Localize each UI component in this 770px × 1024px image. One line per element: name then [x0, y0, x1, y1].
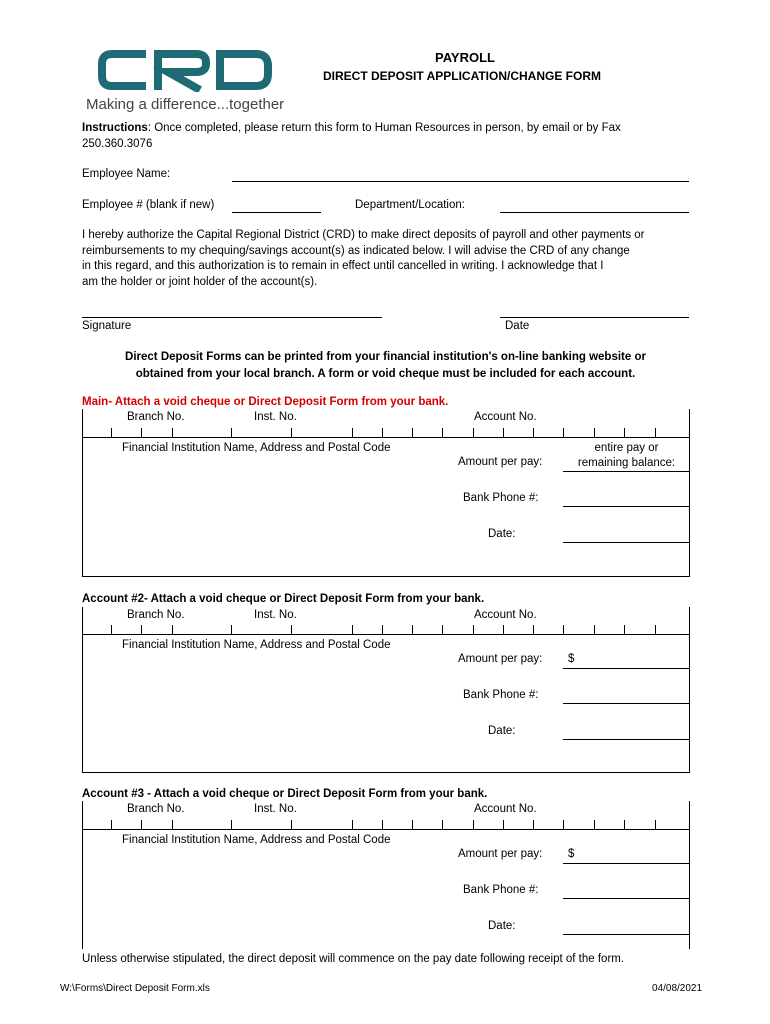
- bank-phone-label: Bank Phone #:: [463, 884, 539, 896]
- digit-tick: [382, 820, 383, 829]
- account-label: Account No.: [474, 411, 537, 423]
- digit-tick: [563, 625, 564, 634]
- digit-tick: [172, 625, 173, 634]
- account-box: [82, 801, 690, 949]
- instructions: [82, 122, 702, 134]
- account-box: [82, 409, 690, 577]
- amount-label: Amount per pay:: [458, 456, 543, 468]
- digit-tick: [291, 625, 292, 634]
- digit-tick: [172, 428, 173, 437]
- authorization-line: in this regard, and this authorization is to remain in effect until cancelled in writing. I acknowledge that I: [82, 260, 604, 272]
- employee-number-label: Employee # (blank if new): [82, 199, 215, 211]
- date-label: Date: [505, 320, 530, 332]
- inst-label: Inst. No.: [254, 609, 297, 621]
- digit-tick: [412, 428, 413, 437]
- file-path: W:\Forms\Direct Deposit Form.xls: [60, 983, 210, 994]
- digit-tick: [352, 820, 353, 829]
- bank-phone-label: Bank Phone #:: [463, 492, 539, 504]
- digit-tick: [382, 428, 383, 437]
- digit-tick: [111, 428, 112, 437]
- bank-phone-field[interactable]: [563, 506, 690, 507]
- notice-line: obtained from your local branch. A form or void cheque must be included for each account.: [135, 368, 636, 380]
- footer-date: 04/08/2021: [652, 983, 703, 994]
- account-date-field[interactable]: [563, 542, 690, 543]
- account-date-label: Date:: [488, 528, 516, 540]
- digit-tick: [442, 625, 443, 634]
- digit-tick: [473, 428, 474, 437]
- digit-tick: [624, 428, 625, 437]
- authorization-line: am the holder or joint holder of the account(s).: [82, 275, 318, 288]
- digit-tick: [655, 625, 656, 634]
- amount-field[interactable]: [563, 863, 690, 864]
- digit-tick: [503, 625, 504, 634]
- account-heading: Main- Attach a void cheque or Direct Deposit Form from your bank.: [82, 396, 449, 408]
- branch-label: Branch No.: [127, 609, 185, 621]
- digit-tick: [594, 625, 595, 634]
- instructions-text: : Once completed, please return this form to Human Resources in person, by email or by Fax: [147, 122, 621, 134]
- inst-label: Inst. No.: [254, 411, 297, 423]
- digit-tick: [412, 625, 413, 634]
- notice: [82, 349, 689, 383]
- authorization-line: reimbursements to my chequing/savings account(s) as indicated below. I will advise the CRD of any change: [82, 244, 630, 257]
- instructions-label: Instructions: [82, 122, 148, 134]
- department-field[interactable]: [500, 212, 689, 213]
- department-label: Department/Location:: [355, 199, 465, 211]
- account-label: Account No.: [474, 803, 537, 815]
- bank-phone-label: Bank Phone #:: [463, 689, 539, 701]
- digit-tick: [624, 820, 625, 829]
- amount-option: [565, 441, 688, 471]
- digit-row-line: [82, 437, 690, 438]
- digit-tick: [231, 625, 232, 634]
- signature-label: Signature: [82, 320, 132, 332]
- digit-tick: [473, 625, 474, 634]
- digit-tick: [442, 820, 443, 829]
- inst-label: Inst. No.: [254, 803, 297, 815]
- authorization-line: I hereby authorize the Capital Regional District (CRD) to make direct deposits of payroll and other payments or: [82, 229, 645, 241]
- digit-tick: [412, 820, 413, 829]
- account-box: [82, 607, 690, 773]
- signature-field[interactable]: [82, 317, 382, 318]
- digit-tick: [503, 820, 504, 829]
- digit-tick: [111, 625, 112, 634]
- digit-tick: [141, 625, 142, 634]
- digit-tick: [503, 428, 504, 437]
- amount-value: $: [568, 653, 575, 665]
- account-heading: Account #3 - Attach a void cheque or Direct Deposit Form from your bank.: [82, 788, 488, 800]
- crd-logo: [96, 48, 274, 92]
- digit-tick: [111, 820, 112, 829]
- employee-name-label: Employee Name:: [82, 168, 171, 180]
- date-field[interactable]: [500, 317, 689, 318]
- divider: [82, 409, 83, 577]
- amount-option-line: remaining balance:: [577, 457, 676, 469]
- digit-tick: [624, 625, 625, 634]
- digit-tick: [594, 428, 595, 437]
- account-date-field[interactable]: [563, 739, 690, 740]
- amount-field[interactable]: [563, 471, 690, 472]
- digit-tick: [563, 820, 564, 829]
- amount-option-line: entire pay or: [594, 442, 659, 454]
- page-subtitle: DIRECT DEPOSIT APPLICATION/CHANGE FORM: [323, 69, 602, 83]
- fax-number: 250.360.3076: [82, 138, 153, 150]
- amount-value: $: [568, 848, 575, 860]
- account-date-field[interactable]: [563, 934, 690, 935]
- amount-label: Amount per pay:: [458, 848, 543, 860]
- account-heading: Account #2- Attach a void cheque or Direct Deposit Form from your bank.: [82, 593, 485, 605]
- digit-tick: [533, 428, 534, 437]
- account-label: Account No.: [474, 609, 537, 621]
- digit-tick: [382, 625, 383, 634]
- digit-tick: [563, 428, 564, 437]
- fi-label: Financial Institution Name, Address and Postal Code: [122, 639, 391, 651]
- account-date-label: Date:: [488, 725, 516, 737]
- digit-row-line: [82, 634, 690, 635]
- branch-label: Branch No.: [127, 803, 185, 815]
- employee-number-field[interactable]: [232, 212, 321, 213]
- digit-tick: [231, 820, 232, 829]
- digit-tick: [231, 428, 232, 437]
- digit-tick: [442, 428, 443, 437]
- authorization-text: [82, 228, 722, 290]
- fi-label: Financial Institution Name, Address and Postal Code: [122, 834, 391, 846]
- digit-tick: [533, 820, 534, 829]
- amount-label: Amount per pay:: [458, 653, 543, 665]
- bank-phone-field[interactable]: [563, 898, 690, 899]
- notice-line: Direct Deposit Forms can be printed from your financial institution's on-line banking website or: [125, 351, 646, 363]
- digit-tick: [141, 820, 142, 829]
- footer-note: Unless otherwise stipulated, the direct deposit will commence on the pay date following receipt of the form.: [82, 953, 625, 965]
- amount-field[interactable]: [563, 668, 690, 669]
- digit-tick: [352, 428, 353, 437]
- digit-tick: [172, 820, 173, 829]
- digit-tick: [291, 428, 292, 437]
- fi-label: Financial Institution Name, Address and Postal Code: [122, 442, 391, 454]
- digit-tick: [291, 820, 292, 829]
- digit-tick: [655, 428, 656, 437]
- digit-tick: [533, 625, 534, 634]
- page-title: PAYROLL: [435, 50, 495, 65]
- digit-tick: [352, 625, 353, 634]
- digit-tick: [655, 820, 656, 829]
- account-date-label: Date:: [488, 920, 516, 932]
- logo-tagline: Making a difference...together: [86, 96, 285, 113]
- digit-tick: [473, 820, 474, 829]
- employee-name-field[interactable]: [232, 181, 689, 182]
- digit-tick: [141, 428, 142, 437]
- branch-label: Branch No.: [127, 411, 185, 423]
- digit-tick: [594, 820, 595, 829]
- bank-phone-field[interactable]: [563, 703, 690, 704]
- digit-row-line: [82, 829, 690, 830]
